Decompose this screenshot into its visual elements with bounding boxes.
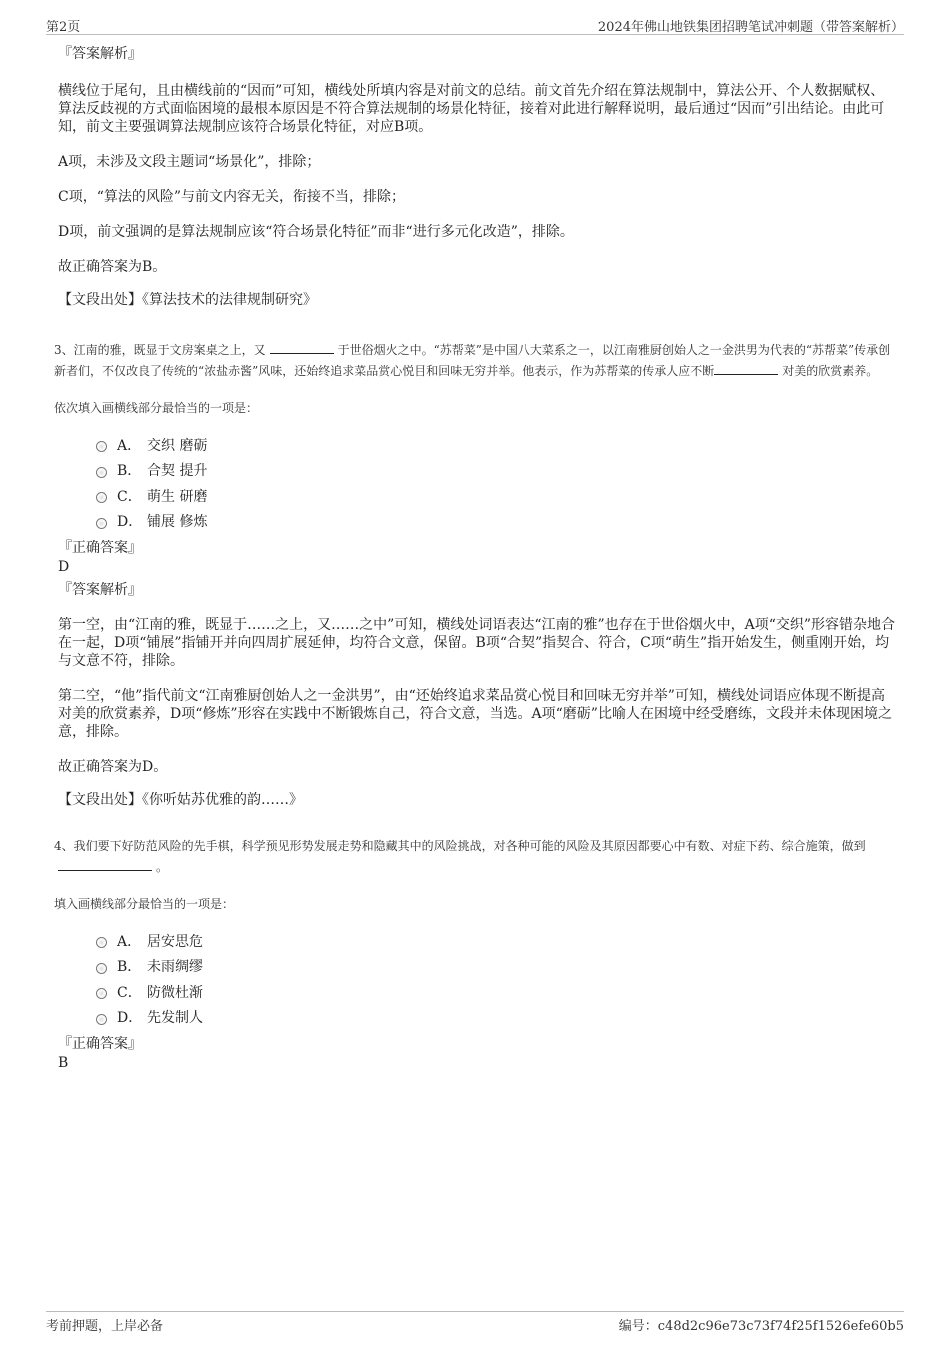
option-text: 合契 提升 (147, 463, 208, 480)
q4-stem (54, 836, 898, 878)
q3-option-b[interactable] (96, 458, 898, 484)
q4-stem-part-b: 。 (156, 860, 169, 874)
q4-options (96, 928, 898, 1030)
option-letter: D． (117, 1010, 143, 1027)
q4-option-d[interactable] (96, 1005, 898, 1031)
q4-option-b[interactable] (96, 954, 898, 980)
footer-slogan: 考前押题，上岸必备 (46, 1319, 164, 1334)
q3-option-a[interactable] (96, 432, 898, 458)
q3-source: 【文段出处】《你听姑苏优雅的韵……》 (58, 792, 303, 808)
document-title: 2024年佛山地铁集团招聘笔试冲刺题（带答案解析） (597, 20, 904, 35)
main-content (54, 40, 898, 1072)
radio-icon[interactable] (96, 441, 107, 452)
option-letter: C． (117, 984, 142, 1001)
q3-blank-2 (714, 362, 778, 375)
q2-conclusion: 故正确答案为B。 (58, 259, 167, 275)
radio-icon[interactable] (96, 937, 107, 948)
option-text: 未雨绸缪 (147, 959, 203, 976)
q2-analysis-p2: A项，未涉及文段主题词“场景化”，排除； (58, 154, 321, 170)
radio-icon[interactable] (96, 467, 107, 478)
option-letter: B． (117, 463, 142, 480)
q3-analysis-label: 『答案解析』 (58, 582, 142, 598)
q3-correct-label: 『正确答案』 (58, 540, 142, 556)
option-letter: C． (117, 488, 142, 505)
q3-option-d[interactable] (96, 509, 898, 535)
q3-stem-part-c: 对美的欣赏素养。 (782, 364, 879, 378)
q3-conclusion: 故正确答案为D。 (58, 759, 168, 775)
q4-prompt: 填入画横线部分最恰当的一项是： (54, 897, 235, 911)
q2-source: 【文段出处】《算法技术的法律规制研究》 (58, 292, 317, 308)
q4-option-a[interactable] (96, 928, 898, 954)
radio-icon[interactable] (96, 518, 107, 529)
q3-stem-part-b: 于世俗烟火之中。“苏帮菜”是中国八大菜系之一，以江南雅厨创始人之一金洪男为代表的“苏帮菜”传承创新者们，不仅改良了传统的“浓盐赤酱”风味，还始终追求菜品赏心悦目和回味无穷并举。他表示，作为苏帮菜的传承人应不断 (54, 343, 891, 378)
option-letter: A． (117, 437, 142, 454)
q2-analysis-label: 『答案解析』 (58, 46, 142, 62)
q3-prompt: 依次填入画横线部分最恰当的一项是： (54, 401, 259, 415)
radio-icon[interactable] (96, 492, 107, 503)
radio-icon[interactable] (96, 988, 107, 999)
q3-blank-1 (270, 341, 334, 354)
page-header (46, 14, 904, 35)
q3-stem (54, 340, 898, 382)
page-footer (46, 1311, 904, 1336)
q3-analysis-p1: 第一空，由“江南的雅，既显于……之上，又……之中”可知，横线处词语表达“江南的雅”也存在于世俗烟火中，A项“交织”形容错杂地合在一起，D项“铺展”指铺开并向四周扩展延伸，均符合文意，保留。B项“合契”指契合、符合，C项“萌生”指开始发生，侧重刚开始，均与文意不符，排除。 (58, 617, 896, 669)
q2-analysis-p3: C项，“算法的风险”与前文内容无关，衔接不当，排除； (58, 189, 406, 205)
option-text: 铺展 修炼 (147, 514, 208, 531)
radio-icon[interactable] (96, 1014, 107, 1025)
option-letter: D． (117, 514, 143, 531)
q4-stem-part-a: 4、我们要下好防范风险的先手棋，科学预见形势发展走势和隐藏其中的风险挑战，对各种可能的风险及其原因都要心中有数、对症下药、综合施策，做到 (54, 839, 866, 853)
document-code: 编号：c48d2c96e73c73f74f25f1526efe60b5 (618, 1319, 904, 1334)
q3-option-c[interactable] (96, 483, 898, 509)
q4-blank (58, 858, 152, 871)
option-text: 防微杜渐 (147, 984, 203, 1001)
q3-stem-part-a: 3、江南的雅，既显于文房案桌之上，又 (54, 343, 266, 357)
radio-icon[interactable] (96, 963, 107, 974)
q3-analysis-p2: 第二空，“他”指代前文“江南雅厨创始人之一金洪男”，由“还始终追求菜品赏心悦目和回味无穷并举”可知，横线处词语应体现不断提高对美的欣赏素养，D项“修炼”形容在实践中不断锻炼自己，符合文意，当选。A项“磨砺”比喻人在困境中经受磨练，文段并未体现困境之意，排除。 (58, 688, 892, 740)
option-letter: A． (117, 933, 142, 950)
q2-analysis-p1: 横线位于尾句，且由横线前的“因而”可知，横线处所填内容是对前文的总结。前文首先介绍在算法规制中，算法公开、个人数据赋权、算法反歧视的方式面临困境的最根本原因是不符合算法规制的场景化特征，接着对此进行解释说明，最后通过“因而”引出结论。由此可知，前文主要强调算法规制应该符合场景化特征，对应B项。 (58, 83, 885, 135)
q3-correct-answer: D (58, 559, 70, 575)
option-text: 萌生 研磨 (147, 488, 208, 505)
page-number: 第2页 (46, 20, 81, 35)
option-text: 居安思危 (147, 933, 203, 950)
option-text: 交织 磨砺 (147, 437, 208, 454)
q4-correct-label: 『正确答案』 (58, 1036, 142, 1052)
q4-correct-answer: B (58, 1055, 69, 1071)
option-letter: B． (117, 959, 142, 976)
q3-options (96, 432, 898, 534)
q4-option-c[interactable] (96, 979, 898, 1005)
q2-analysis-p4: D项，前文强调的是算法规制应该“符合场景化特征”而非“进行多元化改造”，排除。 (58, 224, 574, 240)
option-text: 先发制人 (147, 1010, 203, 1027)
